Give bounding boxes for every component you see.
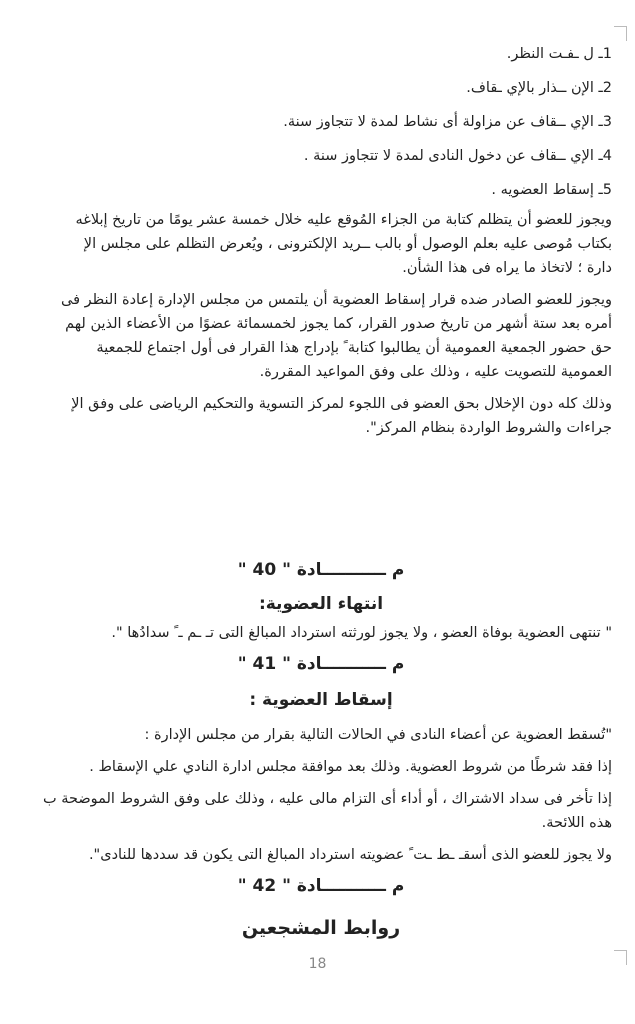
article-heading: م ـــــــــــادة " 40 " — [237, 560, 405, 580]
crop-mark-top — [614, 26, 627, 41]
article-42 — [30, 871, 612, 945]
paragraph-line: دارة ؛ لاتخاذ ما يراه فى هذا الشأن. — [402, 260, 612, 276]
article-title: انتهاء العضوية: — [258, 594, 384, 614]
page-number: 18 — [308, 956, 327, 972]
article-line: هذه اللائحة. — [541, 815, 612, 831]
arbitration-paragraph — [30, 392, 612, 440]
paragraph-line: العمومية للتصويت عليه ، وذلك على وفق المواعيد المقررة. — [259, 364, 612, 380]
article-line: "تُسقط العضوية عن أعضاء النادى في الحالات التالية بقرار من مجلس الإدارة : — [144, 727, 612, 743]
paragraph-line: ويجوز للعضو أن يتظلم كتابة من الجزاء المُوقع عليه خلال خمسة عشر يومًا من تاريخ إبلاغه — [75, 212, 612, 228]
article-line: إذا تأخر فى سداد الاشتراك ، أو أداء أى التزام مالى عليه ، وذلك على وفق الشروط الموضحة ب — [42, 791, 612, 807]
list-item: 3ـ الإي ــقاف عن مزاولة أى نشاط لمدة لا تتجاوز سنة. — [283, 114, 612, 130]
list-item: 1ـ ل ـفـت النظر. — [506, 46, 612, 62]
appeal-paragraph — [30, 288, 612, 384]
article-text: " تنتهى العضوية بوفاة العضو ، ولا يجوز لورثته استرداد المبالغ التى تـ ـم ـ ً سدادُها ". — [111, 625, 612, 641]
article-40 — [30, 555, 612, 645]
grievance-paragraph — [30, 208, 612, 280]
page-content — [30, 40, 612, 945]
penalties-list — [30, 40, 612, 202]
paragraph-line: حق حضور الجمعية العمومية أن يطالبوا كتابة ً بإدراج هذا القرار فى أول اجتماع للجمعية — [96, 340, 612, 356]
list-item: 4ـ الإي ــقاف عن دخول النادى لمدة لا تتجاوز سنة . — [303, 148, 612, 164]
paragraph-line: بكتاب مُوصى عليه بعلم الوصول أو بالب ــريد الإلكترونى ، ويُعرض التظلم على مجلس الإ — [83, 236, 612, 252]
paragraph-line: ويجوز للعضو الصادر ضده قرار إسقاط العضوية أن يلتمس من مجلس الإدارة إعادة النظر فى — [61, 292, 612, 308]
list-item: 2ـ الإن ــذار بالإي ـقاف. — [466, 80, 612, 96]
article-heading: م ـــــــــــادة " 41 " — [237, 654, 405, 674]
article-line: إذا فقد شرطًا من شروط العضوية. وذلك بعد موافقة مجلس ادارة النادي علي الإسقاط . — [89, 759, 612, 775]
article-line: ولا يجوز للعضو الذى أسقـ ـط ـت ً عضويته استرداد المبالغ التى يكون قد سددها للنادى". — [88, 847, 612, 863]
article-heading: م ـــــــــــادة " 42 " — [237, 876, 405, 896]
paragraph-line: أمره بعد ستة أشهر من تاريخ صدور القرار، كما يجوز لخمسمائة عضوًا من الأعضاء الذين لهم — [65, 316, 612, 332]
article-title: روابط المشجعين — [241, 917, 401, 939]
article-41 — [30, 649, 612, 867]
paragraph-line: جراءات والشروط الواردة بنظام المركز". — [365, 420, 612, 436]
paragraph-line: وذلك كله دون الإخلال بحق العضو فى اللجوء لمركز التسوية والتحكيم الرياضى على وفق الإ — [71, 396, 612, 412]
list-item: 5ـ إسقاط العضويه . — [491, 182, 612, 198]
article-title: إسقاط العضوية : — [249, 690, 393, 710]
